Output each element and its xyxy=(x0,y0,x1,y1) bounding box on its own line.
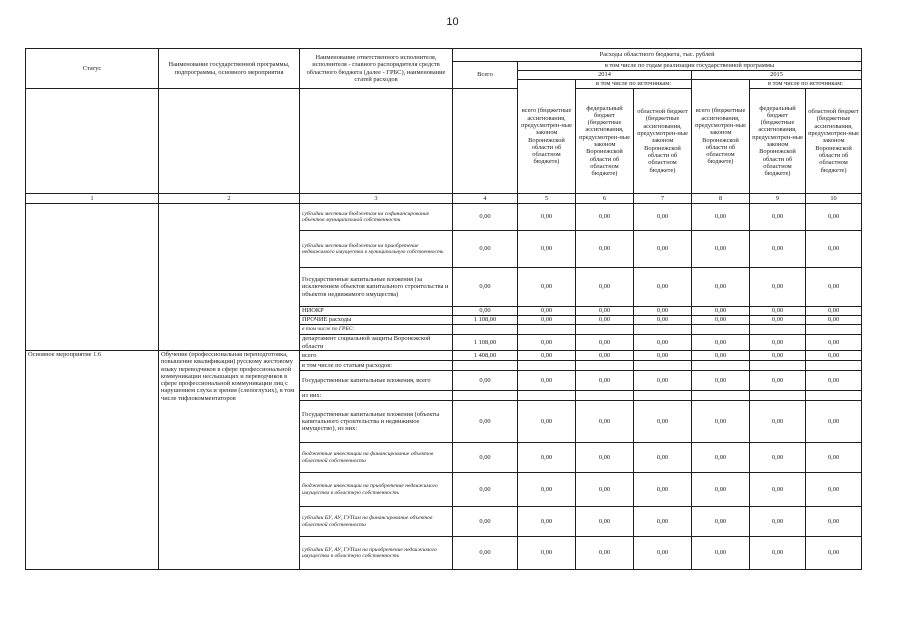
expense-item-label: в том числе по ГРБС: xyxy=(300,325,453,335)
expense-item-label: бюджетные инвестиции на финансирование объектов областной собственности xyxy=(300,443,453,473)
value-cell: 0,00 xyxy=(576,335,634,351)
value-cell: 0,00 xyxy=(518,307,576,316)
header-program-name: Наименование государственной программы, подпрограммы, основного мероприятия xyxy=(159,49,300,89)
value-cell: 0,00 xyxy=(634,507,692,537)
column-number: 5 xyxy=(518,194,576,204)
value-cell: 0,00 xyxy=(806,443,862,473)
value-cell: 0,00 xyxy=(634,204,692,231)
expense-item-label: субсидии БУ, АУ, ГУПам на финансирование объектов областной собственности xyxy=(300,507,453,537)
value-cell: 0,00 xyxy=(750,351,806,361)
header-program-spacer xyxy=(159,89,300,194)
value-cell: 0,00 xyxy=(806,371,862,391)
value-cell: 0,00 xyxy=(692,316,750,325)
value-cell xyxy=(518,325,576,335)
value-cell: 0,00 xyxy=(692,473,750,507)
value-cell: 0,00 xyxy=(692,335,750,351)
value-cell: 0,00 xyxy=(634,443,692,473)
expense-item-label: субсидии БУ, АУ, ГУПам на приобретение недвижимого имущества в областную собственность xyxy=(300,537,453,570)
column-number: 3 xyxy=(300,194,453,204)
value-cell: 0,00 xyxy=(750,537,806,570)
value-cell: 0,00 xyxy=(806,537,862,570)
value-cell xyxy=(576,361,634,371)
header-federal-2015: федеральный бюджет (бюджетные ассигнования, предусмотрен-ные законом Воронежской области об областном бюджете) xyxy=(750,89,806,194)
header-status-spacer xyxy=(26,89,159,194)
value-cell xyxy=(634,325,692,335)
column-number: 2 xyxy=(159,194,300,204)
value-cell: 0,00 xyxy=(750,335,806,351)
value-cell xyxy=(453,325,518,335)
value-cell xyxy=(750,361,806,371)
value-cell: 0,00 xyxy=(692,204,750,231)
value-cell: 0,00 xyxy=(453,473,518,507)
column-number: 8 xyxy=(692,194,750,204)
value-cell: 0,00 xyxy=(806,231,862,268)
value-cell xyxy=(576,325,634,335)
value-cell: 0,00 xyxy=(453,537,518,570)
column-number: 10 xyxy=(806,194,862,204)
value-cell: 0,00 xyxy=(692,537,750,570)
value-cell xyxy=(518,361,576,371)
value-cell: 0,00 xyxy=(518,231,576,268)
value-cell: 0,00 xyxy=(576,507,634,537)
expense-item-label: всего xyxy=(300,351,453,361)
value-cell: 0,00 xyxy=(634,537,692,570)
value-cell xyxy=(806,361,862,371)
expense-item-label: Государственные капитальные вложения (за исключением объектов капитального строительства и объектов недвижимого имущества) xyxy=(300,268,453,307)
value-cell: 0,00 xyxy=(518,507,576,537)
value-cell: 0,00 xyxy=(634,335,692,351)
value-cell: 0,00 xyxy=(806,351,862,361)
value-cell: 0,00 xyxy=(518,401,576,443)
value-cell: 0,00 xyxy=(692,371,750,391)
value-cell: 0,00 xyxy=(634,473,692,507)
value-cell: 0,00 xyxy=(692,268,750,307)
value-cell: 0,00 xyxy=(634,371,692,391)
value-cell: 0,00 xyxy=(518,371,576,391)
value-cell xyxy=(576,391,634,401)
value-cell: 0,00 xyxy=(453,307,518,316)
header-year-2014: 2014 xyxy=(518,71,692,80)
value-cell: 0,00 xyxy=(453,268,518,307)
value-cell: 0,00 xyxy=(806,307,862,316)
value-cell: 0,00 xyxy=(806,473,862,507)
value-cell: 0,00 xyxy=(518,473,576,507)
expense-item-label: ПРОЧИЕ расходы xyxy=(300,316,453,325)
value-cell xyxy=(750,325,806,335)
header-all-2015: всего (бюджетные ассигнования, предусмотрен-ные законом Воронежской области об областном бюджете) xyxy=(692,80,750,194)
value-cell: 0,00 xyxy=(750,316,806,325)
value-cell xyxy=(634,391,692,401)
value-cell: 0,00 xyxy=(518,204,576,231)
value-cell: 0,00 xyxy=(634,401,692,443)
header-year-2015: 2015 xyxy=(692,71,862,80)
value-cell: 0,00 xyxy=(453,401,518,443)
activity-name: Обучение (профессиональная переподготовка, повышение квалификации) русскому жестовому языку переводчиков в сфере профессиональной коммуникации неслышащих и переводчиков в сфере профессиональной коммуникации лиц с нарушением слуха и зрения (слепоглухих), в том числе тифлокомментаторов xyxy=(159,351,300,570)
value-cell: 0,00 xyxy=(750,371,806,391)
activity-status: Основное мероприятие 1.6 xyxy=(26,351,159,570)
expense-item-label: в том числе по статьям расходов: xyxy=(300,361,453,371)
value-cell: 0,00 xyxy=(576,473,634,507)
expense-item-label: субсидии местным бюджетам на приобретение недвижимого имущества в муниципальную собственность xyxy=(300,231,453,268)
column-number: 6 xyxy=(576,194,634,204)
header-regional-2015: областной бюджет (бюджетные ассигнования, предусмотрен-ные законом Воронежской области об областном бюджете) xyxy=(806,89,862,194)
column-number-row xyxy=(26,194,862,204)
value-cell: 0,00 xyxy=(806,401,862,443)
value-cell: 0,00 xyxy=(518,335,576,351)
table-header xyxy=(26,49,862,204)
value-cell: 0,00 xyxy=(453,507,518,537)
table-row xyxy=(26,204,862,231)
table-body xyxy=(26,204,862,570)
value-cell xyxy=(750,391,806,401)
value-cell: 0,00 xyxy=(576,371,634,391)
value-cell: 0,00 xyxy=(518,351,576,361)
expense-item-label: из них: xyxy=(300,391,453,401)
header-federal-2014: федеральный бюджет (бюджетные ассигнования, предусмотрен-ные законом Воронежской области об областном бюджете) xyxy=(576,89,634,194)
value-cell: 0,00 xyxy=(453,231,518,268)
program-cell-empty xyxy=(159,204,300,351)
value-cell: 0,00 xyxy=(806,316,862,325)
value-cell: 0,00 xyxy=(576,268,634,307)
value-cell xyxy=(806,391,862,401)
value-cell xyxy=(453,361,518,371)
value-cell: 0,00 xyxy=(806,204,862,231)
header-regional-2014: областной бюджет (бюджетные ассигнования, предусмотрен-ные законом Воронежской области об областном бюджете) xyxy=(634,89,692,194)
expense-item-label: Государственные капитальные вложения, всего xyxy=(300,371,453,391)
header-total: Всего xyxy=(453,62,518,89)
value-cell: 0,00 xyxy=(576,537,634,570)
budget-table xyxy=(25,48,862,570)
value-cell xyxy=(692,361,750,371)
value-cell: 0,00 xyxy=(750,507,806,537)
header-all-2014: всего (бюджетные ассигнования, предусмотрен-ные законом Воронежской области об областном бюджете) xyxy=(518,80,576,194)
value-cell: 0,00 xyxy=(806,507,862,537)
value-cell xyxy=(518,391,576,401)
value-cell: 0,00 xyxy=(634,351,692,361)
header-total-spacer xyxy=(453,89,518,194)
table-row xyxy=(26,351,862,361)
value-cell: 0,00 xyxy=(576,231,634,268)
column-number: 4 xyxy=(453,194,518,204)
value-cell: 0,00 xyxy=(518,268,576,307)
value-cell: 0,00 xyxy=(692,401,750,443)
header-executor-spacer xyxy=(300,89,453,194)
value-cell: 1 108,00 xyxy=(453,316,518,325)
column-number: 1 xyxy=(26,194,159,204)
value-cell: 1 408,00 xyxy=(453,351,518,361)
value-cell: 0,00 xyxy=(634,307,692,316)
value-cell: 0,00 xyxy=(576,316,634,325)
value-cell: 0,00 xyxy=(453,204,518,231)
value-cell xyxy=(806,325,862,335)
value-cell: 0,00 xyxy=(518,443,576,473)
header-by-sources-2015: в том числе по источникам: xyxy=(750,80,862,89)
value-cell: 0,00 xyxy=(518,537,576,570)
column-number: 7 xyxy=(634,194,692,204)
value-cell xyxy=(634,361,692,371)
value-cell: 0,00 xyxy=(692,307,750,316)
expense-item-label: Государственные капитальные вложения (объекты капитального строительства и недвижимое имущество), из них: xyxy=(300,401,453,443)
value-cell: 0,00 xyxy=(750,231,806,268)
expense-item-label: департамент социальной защиты Воронежской области xyxy=(300,335,453,351)
status-cell-empty xyxy=(26,204,159,351)
value-cell: 0,00 xyxy=(453,443,518,473)
value-cell: 0,00 xyxy=(750,204,806,231)
value-cell: 0,00 xyxy=(806,268,862,307)
header-executor-name: Наименование ответственного исполнителя, исполнителя - главного распорядителя средств областного бюджета (далее - ГРБС), наименование статей расходов xyxy=(300,49,453,89)
value-cell: 1 108,00 xyxy=(453,335,518,351)
expense-item-label: бюджетные инвестиции на приобретение недвижимого имущества в областную собственность xyxy=(300,473,453,507)
value-cell: 0,00 xyxy=(750,307,806,316)
value-cell: 0,00 xyxy=(634,316,692,325)
value-cell xyxy=(692,325,750,335)
value-cell: 0,00 xyxy=(576,351,634,361)
value-cell: 0,00 xyxy=(692,443,750,473)
value-cell: 0,00 xyxy=(692,507,750,537)
value-cell: 0,00 xyxy=(576,307,634,316)
value-cell: 0,00 xyxy=(750,401,806,443)
value-cell: 0,00 xyxy=(750,268,806,307)
value-cell: 0,00 xyxy=(576,204,634,231)
value-cell: 0,00 xyxy=(750,443,806,473)
header-by-years: в том числе по годам реализации государственной программы xyxy=(518,62,862,71)
value-cell: 0,00 xyxy=(806,335,862,351)
value-cell: 0,00 xyxy=(634,231,692,268)
value-cell: 0,00 xyxy=(750,473,806,507)
value-cell: 0,00 xyxy=(518,316,576,325)
value-cell: 0,00 xyxy=(453,371,518,391)
value-cell: 0,00 xyxy=(576,443,634,473)
value-cell: 0,00 xyxy=(634,268,692,307)
value-cell: 0,00 xyxy=(692,351,750,361)
value-cell: 0,00 xyxy=(576,401,634,443)
expense-item-label: НИОКР xyxy=(300,307,453,316)
column-number: 9 xyxy=(750,194,806,204)
header-status: Статус xyxy=(26,49,159,89)
expense-item-label: субсидии местным бюджетам на софинансирование объектов муниципальной собственности xyxy=(300,204,453,231)
header-expenses-title: Расходы областного бюджета, тыс. рублей xyxy=(453,49,862,62)
value-cell xyxy=(453,391,518,401)
value-cell: 0,00 xyxy=(692,231,750,268)
header-by-sources-2014: в том числе по источникам: xyxy=(576,80,692,89)
page-number: 10 xyxy=(446,16,459,28)
value-cell xyxy=(692,391,750,401)
